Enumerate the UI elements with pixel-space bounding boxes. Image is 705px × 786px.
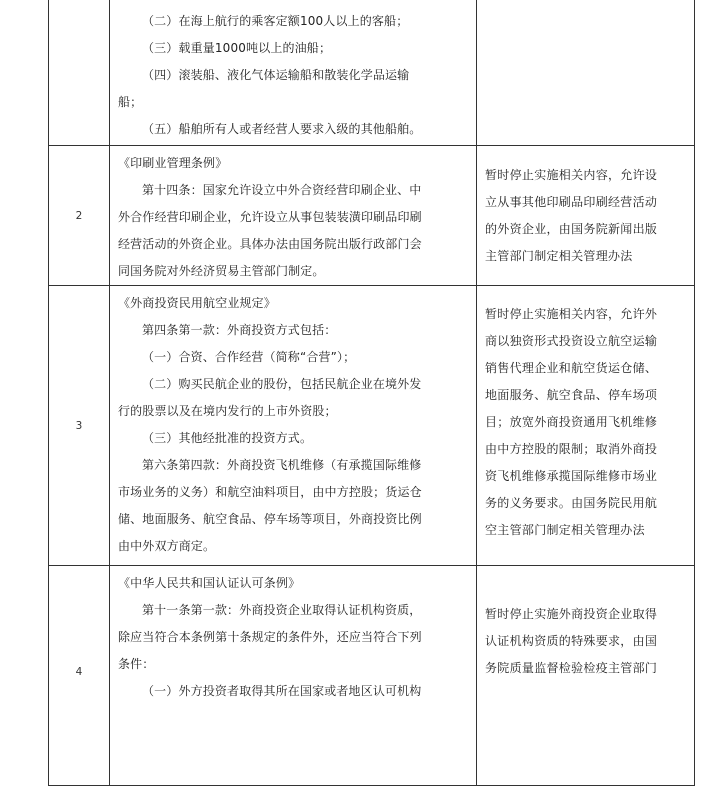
content-line: （四）滚装船、液化气体运输船和散装化学品运输 <box>142 68 410 82</box>
adjustment-measure <box>477 566 695 786</box>
regulation-title: 《外商投资民用航空业规定》 <box>118 296 276 310</box>
content-line: （三）其他经批准的投资方式。 <box>142 431 313 445</box>
table-row <box>49 566 695 786</box>
measure-line: 销售代理企业和航空货运仓储、 <box>485 361 658 375</box>
content-line: 第六条第四款：外商投资飞机维修（有承揽国际维修 <box>142 458 422 472</box>
measure-line: 资飞机维修承揽国际维修市场业 <box>485 469 658 483</box>
measure-line: 务的义务要求。由国务院民用航 <box>485 496 658 510</box>
row-number: 4 <box>49 566 110 786</box>
content-line: 行的股票以及在境内发行的上市外资股； <box>118 404 337 418</box>
regulation-table <box>48 0 695 786</box>
row-number: 2 <box>49 146 110 286</box>
content-line: （二）购买民航企业的股份，包括民航企业在境外发 <box>142 377 422 391</box>
content-line: 由中外双方商定。 <box>118 539 216 553</box>
measure-line: 的外资企业，由国务院新闻出版 <box>485 222 658 236</box>
measure-line: 目；放宽外商投资通用飞机维修 <box>485 415 658 429</box>
content-line: （五）船舶所有人或者经营人要求入级的其他船舶。 <box>142 122 422 136</box>
content-line: 市场业务的义务）和航空油料项目，由中方控股；货运仓 <box>118 485 422 499</box>
content-line: 经营活动的外资企业。具体办法由国务院出版行政部门会 <box>118 237 422 251</box>
adjustment-measure <box>477 286 695 566</box>
measure-line: 商以独资形式投资设立航空运输 <box>485 334 658 348</box>
content-line: 除应当符合本条例第十条规定的条件外，还应当符合下列 <box>118 630 422 644</box>
regulation-content <box>110 566 477 786</box>
table-row <box>49 286 695 566</box>
adjustment-measure <box>477 0 695 146</box>
row-number <box>49 0 110 146</box>
regulation-content <box>110 146 477 286</box>
content-line: 第十四条：国家允许设立中外合资经营印刷企业、中 <box>142 183 422 197</box>
content-line: （一）合资、合作经营（简称“合营”）； <box>142 350 356 364</box>
regulation-content <box>110 0 477 146</box>
measure-line: 务院质量监督检验检疫主管部门 <box>485 661 658 675</box>
measure-line: 主管部门制定相关管理办法 <box>485 249 633 263</box>
regulation-title: 《印刷业管理条例》 <box>118 156 228 170</box>
measure-line: 空主管部门制定相关管理办法 <box>485 523 645 537</box>
measure-line: 地面服务、航空食品、停车场项 <box>485 388 658 402</box>
content-line: （一）外方投资者取得其所在国家或者地区认可机构 <box>142 684 422 698</box>
content-line: （三）载重量1000吨以上的油船； <box>142 41 332 55</box>
content-line: 同国务院对外经济贸易主管部门制定。 <box>118 264 325 278</box>
measure-line: 由中方控股的限制；取消外商投 <box>485 442 658 456</box>
content-line: 储、地面服务、航空食品、停车场等项目，外商投资比例 <box>118 512 422 526</box>
measure-line: 认证机构资质的特殊要求，由国 <box>485 634 658 648</box>
measure-line: 立从事其他印刷品印刷经营活动 <box>485 195 658 209</box>
regulation-content <box>110 286 477 566</box>
content-line: 条件： <box>118 657 155 671</box>
content-line: 外合作经营印刷企业，允许设立从事包装装潢印刷品印刷 <box>118 210 422 224</box>
content-line: （二）在海上航行的乘客定额100人以上的客船； <box>142 14 409 28</box>
regulation-title: 《中华人民共和国认证认可条例》 <box>118 576 301 590</box>
table-row <box>49 0 695 146</box>
adjustment-measure <box>477 146 695 286</box>
measure-line: 暂时停止实施外商投资企业取得 <box>485 607 658 621</box>
measure-line: 暂时停止实施相关内容，允许设 <box>485 168 658 182</box>
content-line: 第十一条第一款：外商投资企业取得认证机构资质， <box>142 603 422 617</box>
content-line: 船； <box>118 95 143 109</box>
row-number: 3 <box>49 286 110 566</box>
measure-line: 暂时停止实施相关内容，允许外 <box>485 307 658 321</box>
content-line: 第四条第一款：外商投资方式包括： <box>142 323 337 337</box>
table-row <box>49 146 695 286</box>
